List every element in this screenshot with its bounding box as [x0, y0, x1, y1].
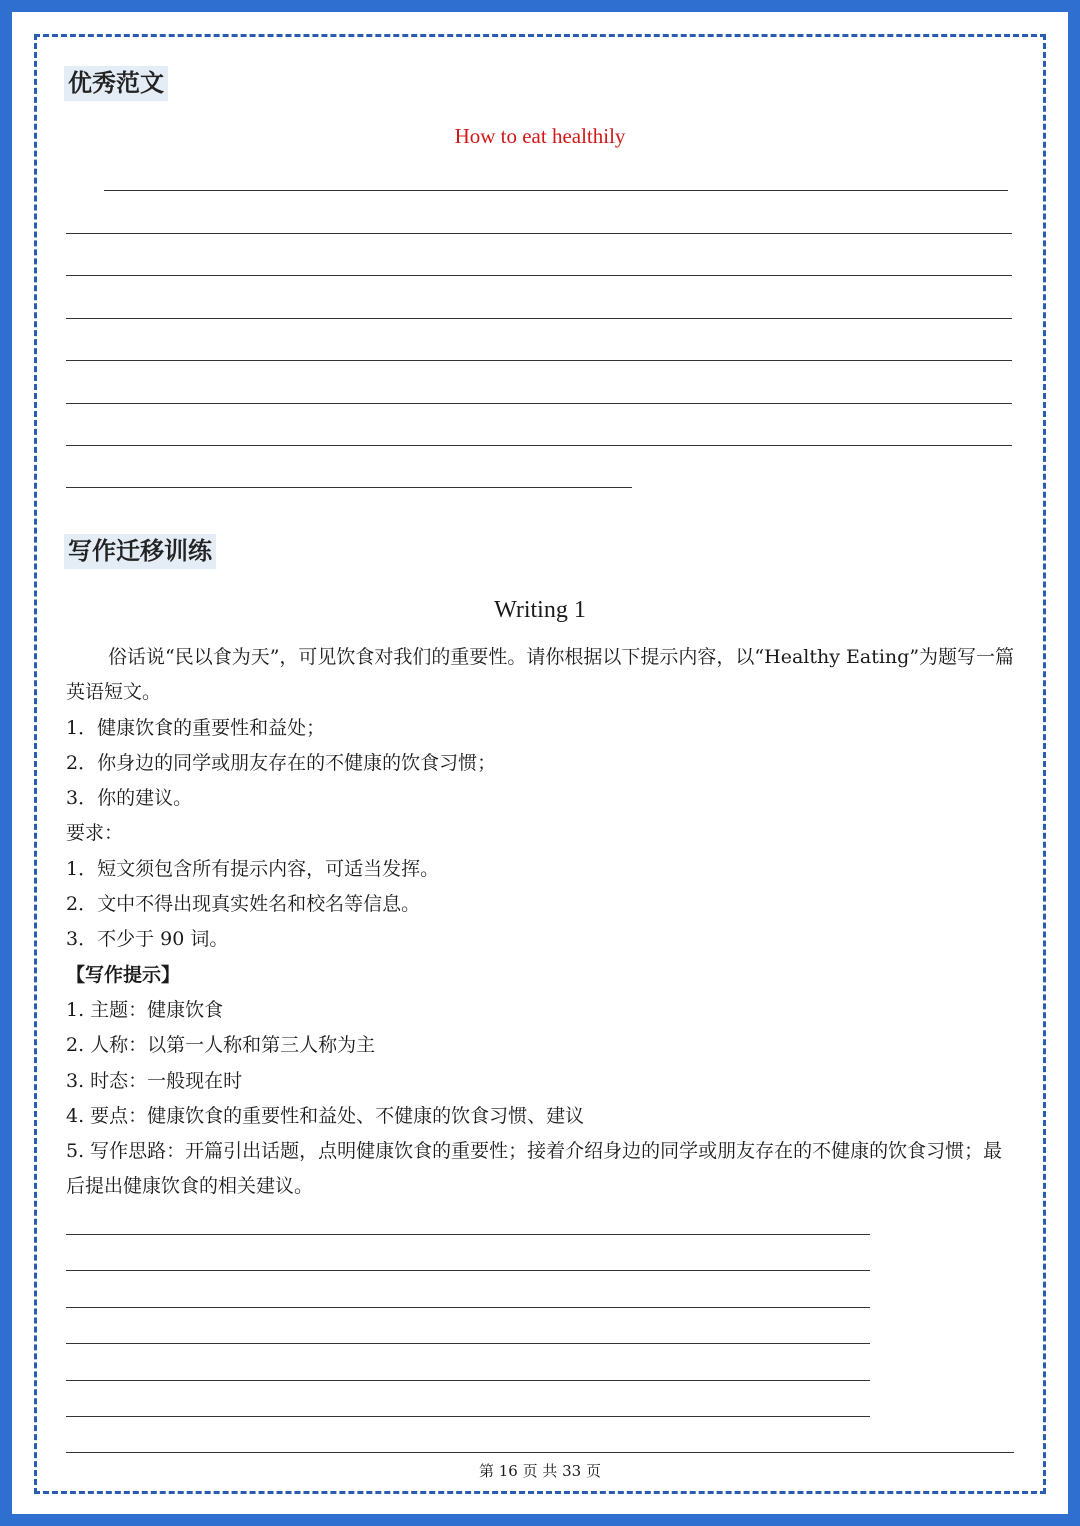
section-tag-writing-practice: 写作迁移训练	[64, 534, 216, 569]
requirement-item: 1．短文须包含所有提示内容，可适当发挥。	[66, 857, 440, 880]
prompt-point: 1．健康饮食的重要性和益处；	[66, 716, 326, 739]
essay-title: How to eat healthily	[454, 124, 626, 148]
hint-item: 3. 时态：一般现在时	[66, 1069, 243, 1092]
section-tag-model-essay: 优秀范文	[64, 66, 168, 101]
prompt-point: 2．你身边的同学或朋友存在的不健康的饮食习惯；	[66, 751, 497, 774]
writing-line	[104, 190, 1008, 191]
writing-line	[66, 1380, 870, 1381]
writing-line	[66, 1270, 870, 1271]
writing-line	[66, 233, 1012, 234]
writing-line	[66, 1416, 870, 1417]
prompt-intro: 俗话说“民以食为天”，可见饮食对我们的重要性。请你根据以下提示内容，以“Healthy Eating”为题写一篇英语短文。	[66, 646, 1015, 704]
page-number: 第 16 页 共 33 页	[478, 1462, 601, 1480]
writing-line	[66, 1452, 1014, 1453]
writing-line	[66, 445, 1012, 446]
writing-prompt	[66, 640, 1016, 1205]
writing-line	[66, 275, 1012, 276]
writing-line	[66, 1307, 870, 1308]
requirement-item: 3．不少于 90 词。	[66, 928, 229, 951]
hint-item: 5. 写作思路：开篇引出话题，点明健康饮食的重要性；接着介绍身边的同学或朋友存在的不健康的饮食习惯；最后提出健康饮食的相关建议。	[66, 1140, 1003, 1198]
hint-item: 2. 人称：以第一人称和第三人称为主	[66, 1034, 376, 1057]
writing-line	[66, 1234, 870, 1235]
writing-line	[66, 487, 632, 488]
hint-item: 4. 要点：健康饮食的重要性和益处、不健康的饮食习惯、建议	[66, 1104, 585, 1127]
hints-label: 【写作提示】	[66, 963, 181, 986]
requirement-item: 2．文中不得出现真实姓名和校名等信息。	[66, 893, 421, 916]
writing-line	[66, 403, 1012, 404]
writing-title: Writing 1	[494, 597, 586, 623]
requirements-label: 要求：	[66, 822, 124, 845]
writing-line	[66, 360, 1012, 361]
writing-line	[66, 1343, 870, 1344]
prompt-point: 3．你的建议。	[66, 787, 193, 810]
hint-item: 1. 主题：健康饮食	[66, 998, 224, 1021]
writing-line	[66, 318, 1012, 319]
